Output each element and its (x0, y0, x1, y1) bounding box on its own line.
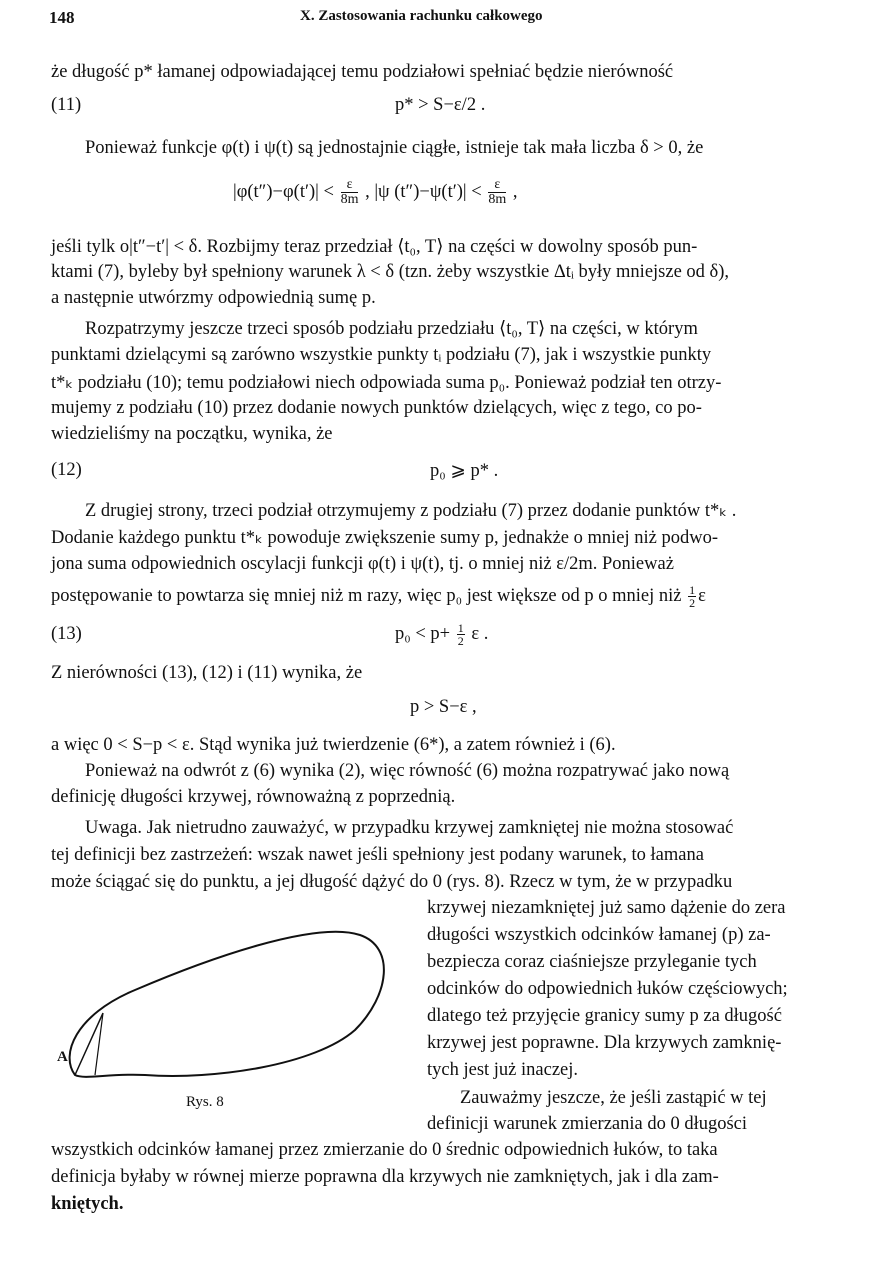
fraction-eps-8m (488, 178, 506, 207)
inequality-phi: |φ(t″)−φ(t′)| < (233, 181, 334, 202)
equation-13 (395, 622, 488, 647)
text-line: jeśli tylk o|t″−t′| < δ. Rozbijmy teraz przedział ⟨t₀, T⟩ na części w dowolny sposób pun- (51, 237, 698, 257)
text-line: ktami (7), byleby był spełniony warunek λ < δ (tzn. żeby wszystkie Δtᵢ były mniejsze od δ), (51, 262, 730, 282)
text-segment: postępowanie to powtarza się mniej niż m razy, więc p₀ jest większe od p o mniej niż (51, 585, 682, 606)
text-line: tej definicji bez zastrzeżeń: wszak nawet jeśli spełniony jest podany warunek, to łamana (51, 845, 704, 865)
text-line: odcinków do odpowiednich łuków częściowych; (427, 979, 788, 999)
point-label-a: A (57, 1049, 68, 1065)
text-line: krzywej jest poprawne. Dla krzywych zamknię- (427, 1033, 782, 1053)
fraction-one-half (457, 622, 465, 647)
equation-11: p* > S−ε/2 . (395, 95, 486, 115)
text-line: może ściągać się do punktu, a jej długość dążyć do 0 (rys. 8). Rzecz w tym, że w przypadku (51, 872, 733, 892)
text-line: wiedzieliśmy na początku, wynika, że (51, 424, 333, 444)
text-line: krzywej niezamkniętej już samo dążenie do zera (427, 898, 786, 918)
text-line: t*ₖ podziału (10); temu podziałowi niech odpowiada suma p₀. Ponieważ podział ten otrzy- (51, 373, 722, 393)
fraction-denominator: 2 (689, 596, 696, 610)
fraction-denominator: 8m (340, 192, 359, 207)
text-line: Z drugiej strony, trzeci podział otrzymujemy z podziału (7) przez dodanie punktów t*ₖ . (85, 501, 737, 521)
equation-13-rhs: ε . (471, 623, 489, 644)
text-line: definicję długości krzywej, równoważną z poprzednią. (51, 787, 456, 807)
figure-closed-curve (55, 905, 395, 1095)
figure-caption: Rys. 8 (186, 1094, 224, 1110)
fraction-denominator: 8m (488, 192, 507, 207)
closed-curve (70, 932, 384, 1077)
text-line: dlatego też przyjęcie granicy sumy p za długość (427, 1006, 782, 1026)
equation-number: (11) (51, 95, 82, 115)
epsilon-symbol: ε (698, 585, 706, 606)
text-line: Zauważmy jeszcze, że jeśli zastąpić w tej (460, 1088, 767, 1108)
fraction-one-half (688, 584, 696, 609)
fraction-numerator: 1 (457, 621, 464, 635)
text-line: mujemy z podziału (10) przez dodanie nowych punktów dzielących, więc z tego, co po- (51, 398, 702, 418)
text-line: definicja byłaby w równej mierze poprawna dla krzywych nie zamkniętych, jak i dla zam- (51, 1167, 719, 1187)
text-line: kniętych. (51, 1194, 124, 1214)
equation-number: (13) (51, 624, 82, 644)
text-line: bezpiecza coraz ciaśniejsze przyleganie tych (427, 952, 757, 972)
fraction-numerator: ε (488, 178, 506, 193)
fraction-eps-8m (341, 178, 359, 207)
text-line: Uwaga. Jak nietrudno zauważyć, w przypadku krzywej zamkniętej nie można stosować (85, 818, 734, 838)
equation-comma: , (512, 181, 518, 202)
text-line: że długość p* łamanej odpowiadającej temu podziałowi spełniać będzie nierówność (51, 62, 674, 82)
text-line: Dodanie każdego punktu t*ₖ powoduje zwiększenie sumy p, jednakże o mniej niż podwo- (51, 528, 719, 548)
inequality-psi: , |ψ (t″)−ψ(t′)| < (365, 181, 482, 202)
running-head: X. Zastosowania rachunku całkowego (300, 8, 543, 24)
text-line: Ponieważ funkcje φ(t) i ψ(t) są jednostajnie ciągłe, istnieje tak mała liczba δ > 0, że (85, 138, 704, 158)
text-line: Z nierówności (13), (12) i (11) wynika, że (51, 663, 363, 683)
text-line: Ponieważ na odwrót z (6) wynika (2), więc równość (6) można rozpatrywać jako nową (85, 761, 730, 781)
equation-number: (12) (51, 460, 82, 480)
text-line: wszystkich odcinków łamanej przez zmierzanie do 0 średnic odpowiednich łuków, to taka (51, 1140, 718, 1160)
text-line: jona suma odpowiednich oscylacji funkcji φ(t) i ψ(t), tj. o mniej niż ε/2m. Ponieważ (51, 554, 674, 574)
page-number: 148 (49, 8, 75, 27)
text-line (51, 584, 706, 609)
text-line: definicji warunek zmierzania do 0 długości (427, 1114, 748, 1134)
equation-13-lhs: p₀ < p+ (395, 623, 451, 644)
text-line: a następnie utwórzmy odpowiednią sumę p. (51, 288, 376, 308)
text-line: a więc 0 < S−p < ε. Stąd wynika już twierdzenie (6*), a zatem również i (6). (51, 735, 616, 755)
equation-final: p > S−ε , (410, 697, 477, 717)
continuity-inequalities (233, 178, 517, 207)
text-line: tych jest już inaczej. (427, 1060, 579, 1080)
fraction-denominator: 2 (457, 634, 464, 648)
text-line: długości wszystkich odcinków łamanej (p) za- (427, 925, 771, 945)
text-line: punktami dzielącymi są zarówno wszystkie punkty tᵢ podziału (7), jak i wszystkie punkty (51, 345, 712, 365)
fraction-numerator: 1 (689, 583, 696, 597)
fraction-numerator: ε (341, 178, 359, 193)
equation-12: p₀ ⩾ p* . (430, 461, 499, 481)
text-line: Rozpatrzymy jeszcze trzeci sposób podziału przedziału ⟨t₀, T⟩ na części, w którym (85, 319, 698, 339)
